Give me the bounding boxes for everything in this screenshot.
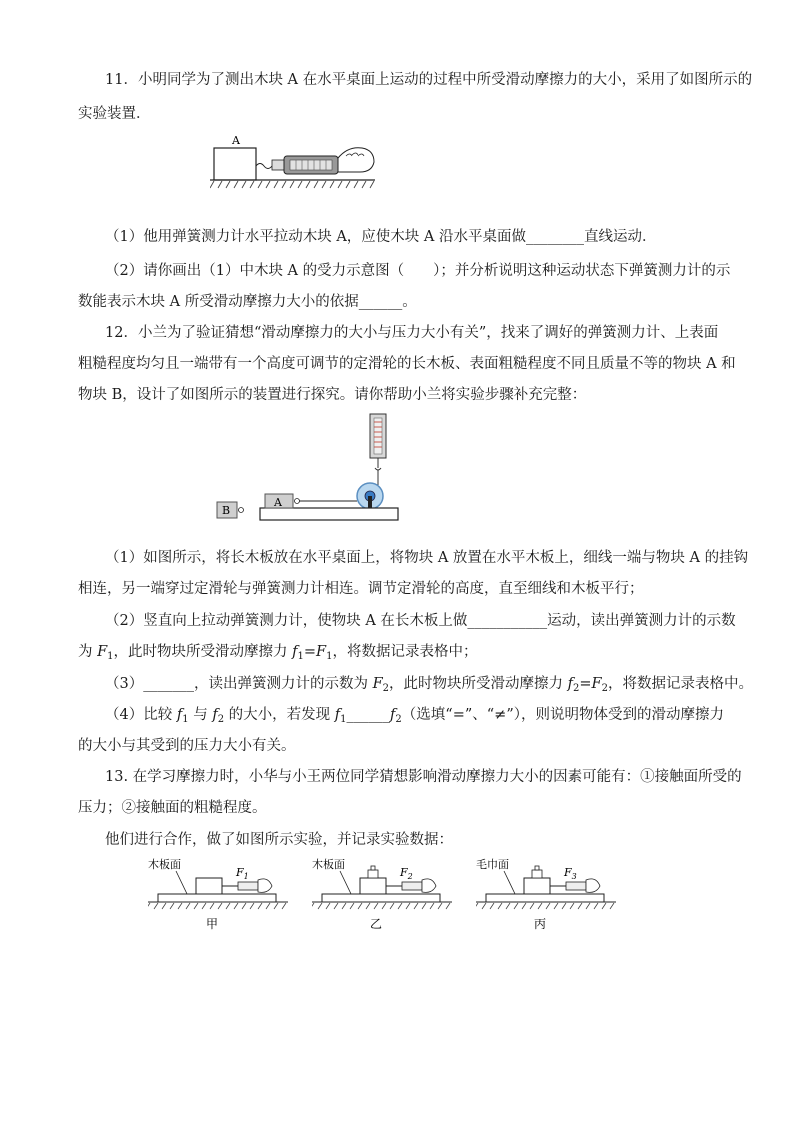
q12-step2-line1: （2）竖直向上拉动弹簧测力计，使物块 A 在长木板上做___________运动，读出弹簧测力计的示数	[105, 613, 736, 629]
q13-fig3-caption: 丙	[534, 917, 547, 931]
q13-stem-line1: 13. 在学习摩擦力时，小华与小王两位同学猜想影响滑动摩擦力大小的因素可能有：①接触面所受的	[105, 769, 742, 785]
q12-stem-line1: 12．小兰为了验证猜想“滑动摩擦力的大小与压力大小有关”，找来了调好的弹簧测力计、上表面	[105, 325, 719, 341]
q13-stem-line3: 他们进行合作，做了如图所示实验，并记录实验数据：	[105, 832, 453, 848]
q11-stem-line1: 11．小明同学为了测出木块 A 在水平桌面上运动的过程中所受滑动摩擦力的大小，采用了如图所示的	[105, 72, 753, 88]
q12-block-b-label: B	[222, 504, 231, 517]
q12-step4-line2: 的大小与其受到的压力大小有关。	[78, 738, 296, 754]
q11-block-label: A	[232, 134, 240, 147]
q13-fig2-surface: 木板面	[312, 858, 345, 871]
q13-stem-line2: 压力；②接触面的粗糙程度。	[78, 800, 267, 816]
q12-step4-line1: （4）比较 $f_1$ 与 $f_2$ 的大小，若发现 $f_1\_\_\_\_\_\_f_2$（选填“=”、“≠”），则说明物体受到的滑动摩擦力	[105, 707, 724, 725]
q13-fig3-force: $F_3$	[564, 866, 577, 881]
q12-step3: （3）_______，读出弹簧测力计的示数为 $F_2$，此时物块所受滑动摩擦力 $f_2=F_2$，将数据记录表格中。	[105, 676, 753, 694]
q13-figure-yi	[312, 856, 462, 936]
q13-fig1-force: $F_1$	[236, 866, 249, 881]
q13-fig3-surface: 毛巾面	[476, 858, 509, 871]
q11-part2-line1: （2）请你画出（1）中木块 A 的受力示意图（ ）；并分析说明这种运动状态下弹簧测力计的示	[105, 263, 731, 279]
q13-fig2-force: $F_2$	[400, 866, 413, 881]
q13-figure-bing	[476, 856, 626, 936]
q12-stem-line3: 物块 B，设计了如图所示的装置进行探究。请你帮助小兰将实验步骤补充完整：	[78, 387, 587, 403]
q12-step1-line2: 相连，另一端穿过定滑轮与弹簧测力计相连。调节定滑轮的高度，直至细线和木板平行；	[78, 581, 644, 597]
q13-fig1-surface: 木板面	[148, 858, 181, 871]
q13-fig1-caption: 甲	[206, 917, 219, 931]
q13-figure-jia	[148, 856, 298, 936]
q11-part2-line2: 数能表示木块 A 所受滑动摩擦力大小的依据______。	[78, 294, 417, 310]
q11-figure	[210, 128, 380, 190]
q11-stem-line2: 实验装置．	[78, 106, 151, 122]
q11-part1: （1）他用弹簧测力计水平拉动木块 A，应使木块 A 沿水平桌面做________直线运动．	[105, 229, 657, 245]
q12-block-a-label: A	[274, 496, 282, 509]
q12-figure	[215, 412, 400, 524]
q12-stem-line2: 粗糙程度均匀且一端带有一个高度可调节的定滑轮的长木板、表面粗糙程度不同且质量不等的物块 A 和	[78, 356, 736, 372]
q13-fig2-caption: 乙	[370, 917, 383, 931]
q12-step1-line1: （1）如图所示，将长木板放在水平桌面上，将物块 A 放置在水平木板上，细线一端与物块 A 的挂钩	[105, 550, 749, 566]
q12-step2-line2: 为 $F_1$，此时物块所受滑动摩擦力 $f_1=F_1$，将数据记录表格中；	[78, 644, 478, 662]
